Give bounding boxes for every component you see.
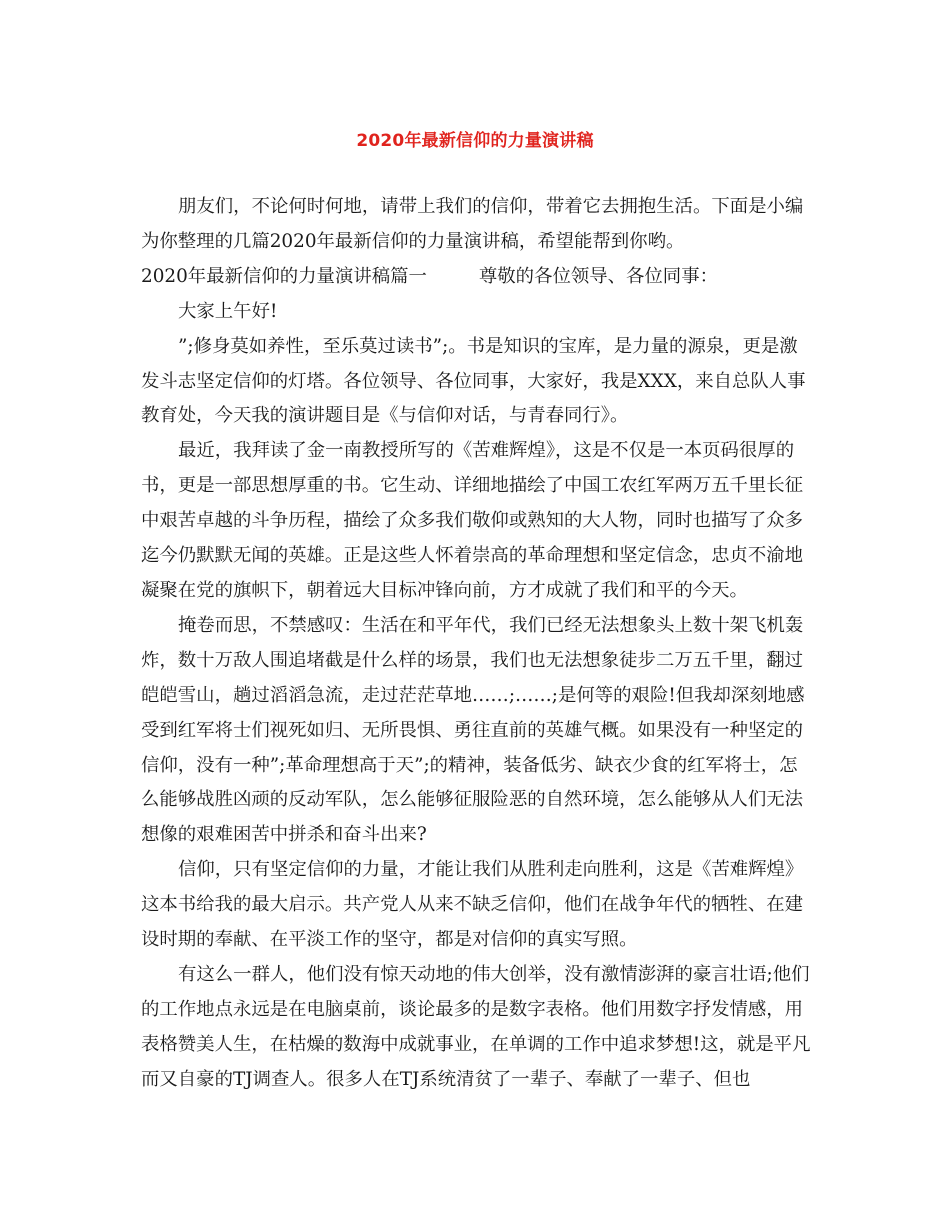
salutation: 尊敬的各位领导、各位同事： (478, 265, 718, 287)
body-paragraph: 最近，我拜读了金一南教授所写的《苦难辉煌》，这是不仅是一本页码很厚的书，更是一部思想厚重的书。它生动、详细地描绘了中国工农红军两万五千里长征中艰苦卓越的斗争历程，描绘了众多我们敬仰或熟知的大人物，同时也描写了众多迄今仍默默无闻的英雄。正是这些人怀着崇高的革命理想和坚定信念，忠贞不渝地凝聚在党的旗帜下，朝着远大目标冲锋向前，方才成就了我们和平的今天。 (141, 440, 804, 601)
section-heading-line (141, 260, 813, 295)
body-paragraph: ”;修身莫如养性，至乐莫过读书”;。书是知识的宝库，是力量的源泉，更是激发斗志坚定信仰的灯塔。各位领导、各位同事，大家好，我是XXX，来自总队人事教育处，今天我的演讲题目是《与信仰对话，与青春同行》。 (141, 335, 806, 427)
section-heading: 2020年最新信仰的力量演讲稿篇一 (141, 265, 427, 287)
greeting-paragraph: 大家上午好! (178, 300, 278, 322)
document-title: 2020年最新信仰的力量演讲稿 (356, 131, 594, 151)
body-paragraph: 信仰，只有坚定信仰的力量，才能让我们从胜利走向胜利，这是《苦难辉煌》这本书给我的最大启示。共产党人从来不缺乏信仰，他们在战争年代的牺牲、在建设时期的奉献、在平淡工作的坚守，都是对信仰的真实写照。 (141, 859, 804, 951)
body-paragraph: 掩卷而思，不禁感叹：生活在和平年代，我们已经无法想象头上数十架飞机轰炸，数十万敌人围追堵截是什么样的场景，我们也无法想象徒步二万五千里，翻过皑皑雪山，趟过滔滔急流，走过茫茫草地……;……;是何等的艰险!但我却深刻地感受到红军将士们视死如归、无所畏惧、勇往直前的英雄气概。如果没有一种坚定的信仰，没有一种”;革命理想高于天”;的精神，装备低劣、缺衣少食的红军将士，怎么能够战胜凶顽的反动军队，怎么能够征服险恶的自然环境，怎么能够从人们无法想像的艰难困苦中拼杀和奋斗出来? (141, 614, 805, 846)
body-paragraph: 有这么一群人，他们没有惊天动地的伟大创举，没有激情澎湃的豪言壮语;他们的工作地点永远是在电脑桌前，谈论最多的是数字表格。他们用数字抒发情感，用表格赞美人生，在枯燥的数海中成就事业，在单调的工作中追求梦想!这，就是平凡而又自豪的TJ调查人。很多人在TJ系统清贫了一辈子、奉献了一辈子、但也 (141, 963, 811, 1090)
intro-paragraph: 朋友们，不论何时何地，请带上我们的信仰，带着它去拥抱生活。下面是小编为你整理的几篇2020年最新信仰的力量演讲稿，希望能帮到你哟。 (141, 196, 804, 252)
document-body (141, 190, 813, 1098)
